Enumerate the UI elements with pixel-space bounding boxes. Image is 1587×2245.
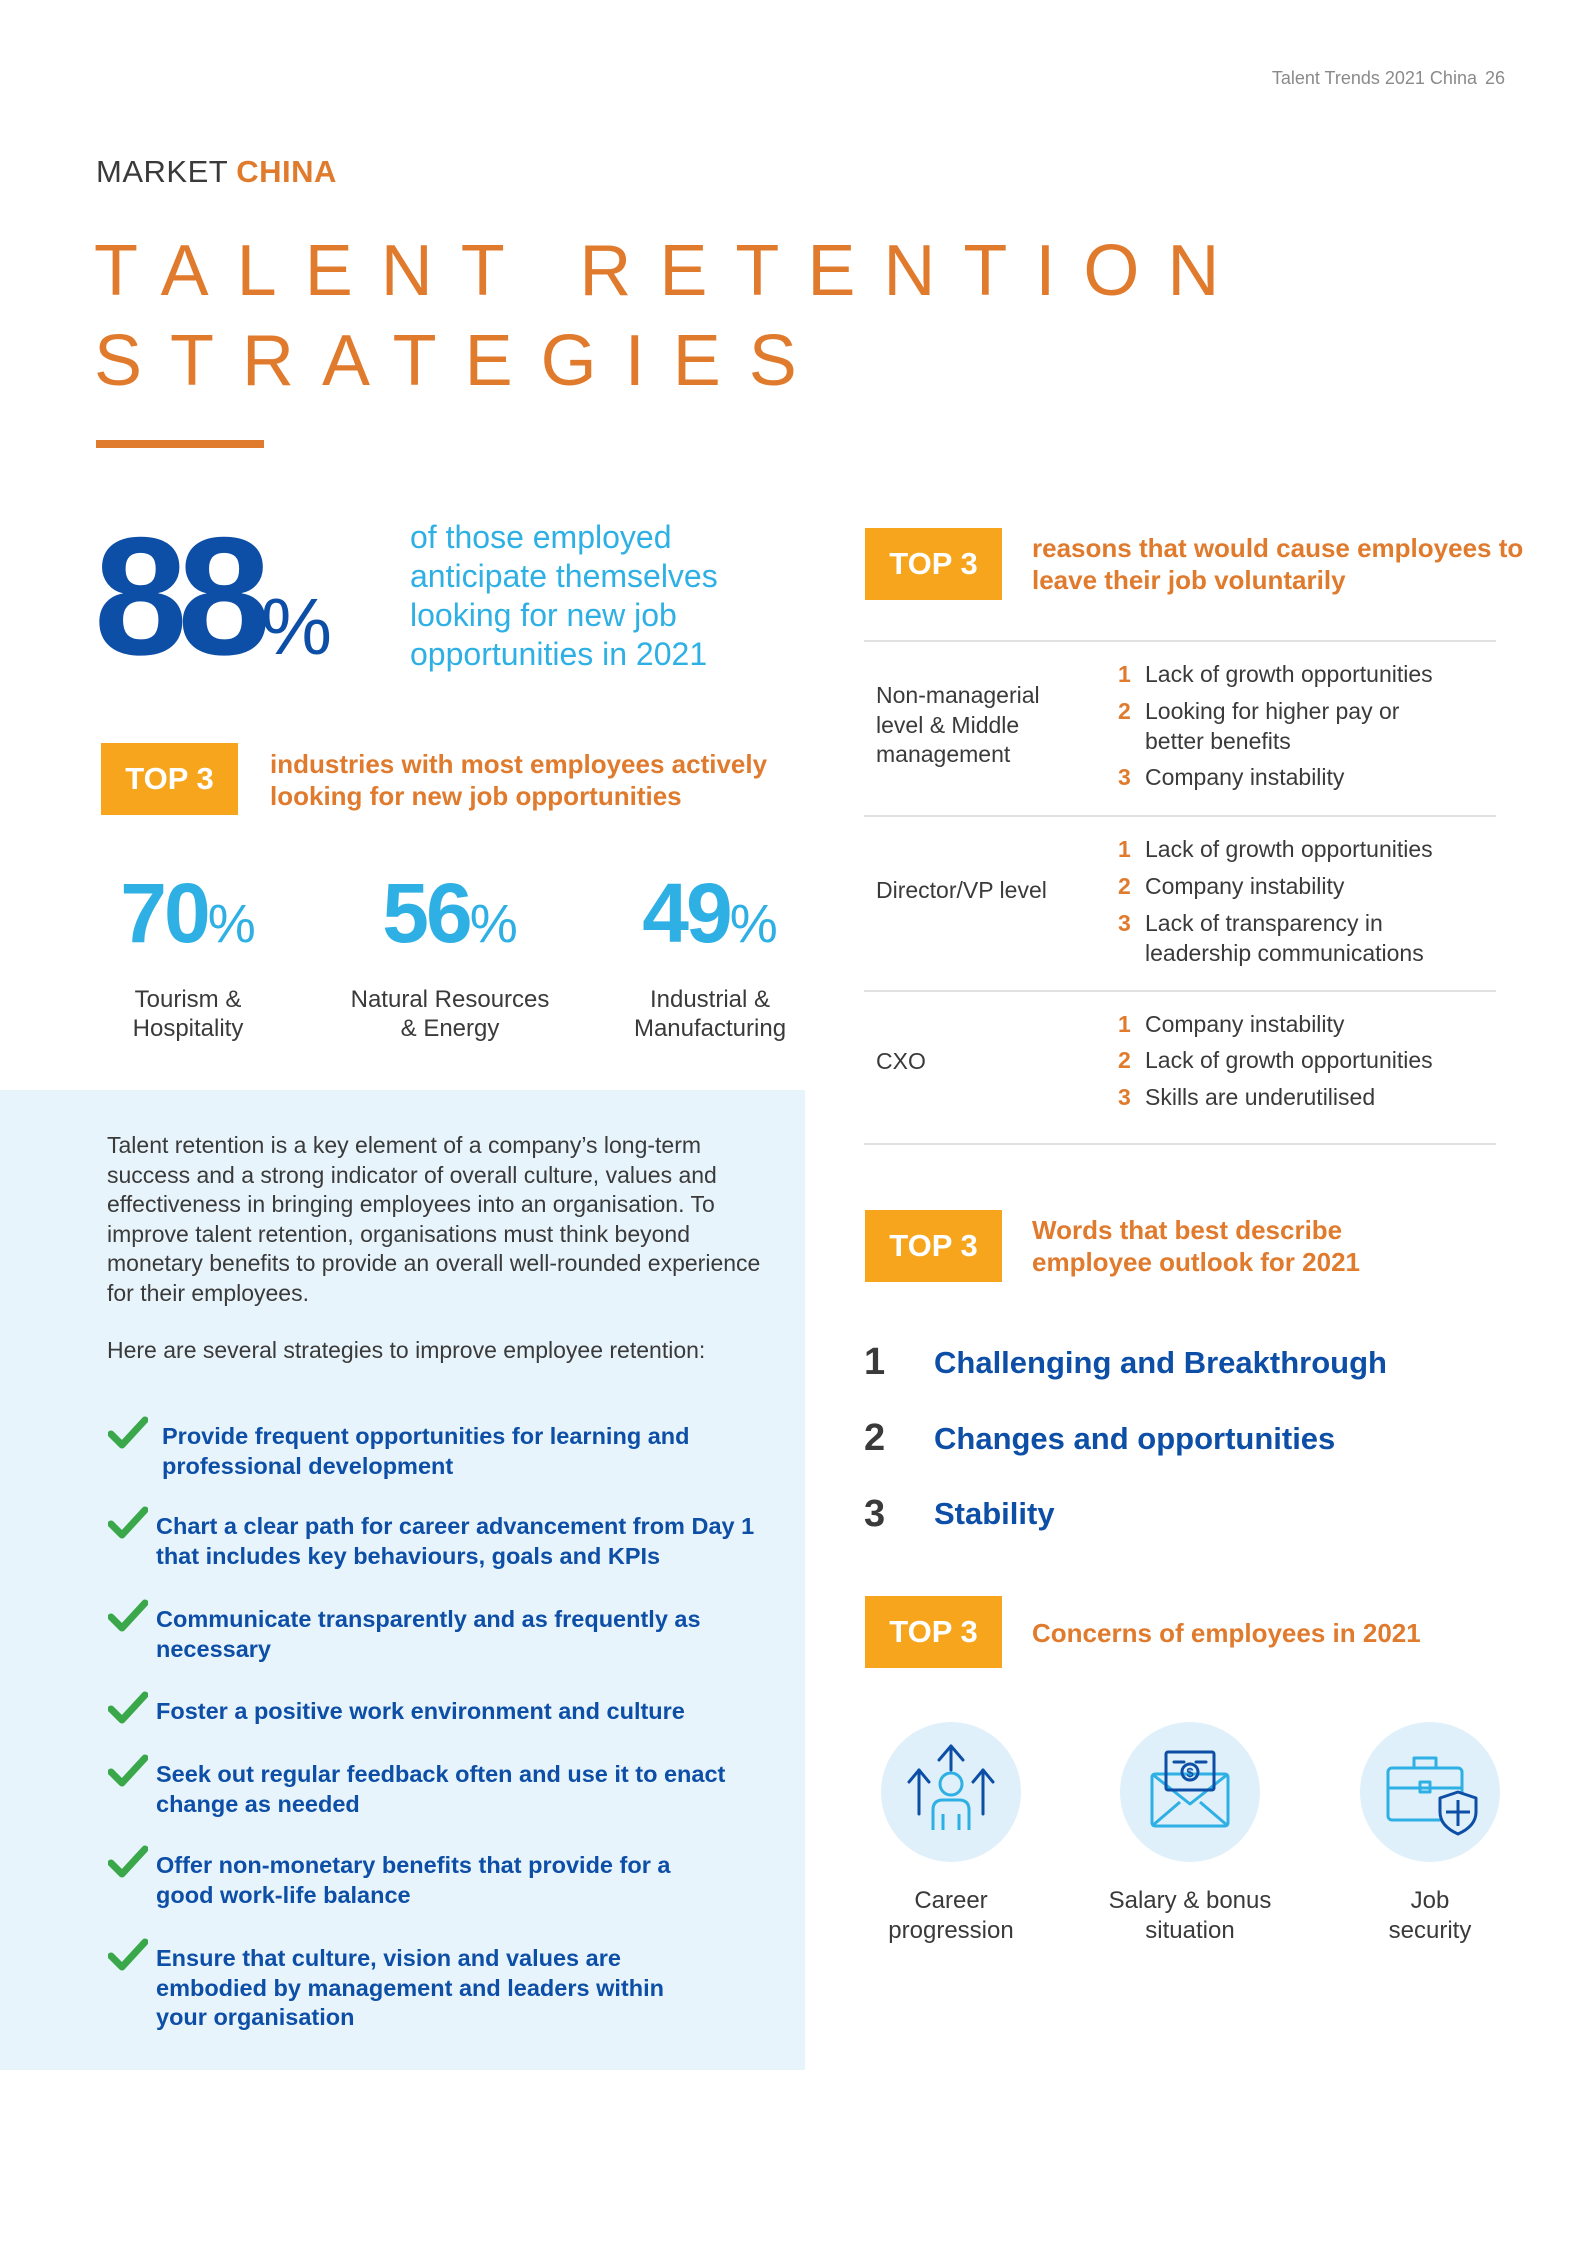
reason-rank: 2 — [1118, 1047, 1131, 1073]
table-divider — [864, 1143, 1496, 1145]
page-title-line-2: STRATEGIES — [94, 321, 825, 401]
industry-stat-2 — [330, 868, 570, 1043]
concerns-heading: Concerns of employees in 2021 — [1032, 1618, 1421, 1648]
word-text: Stability — [934, 1496, 1055, 1531]
reason-item — [1118, 1010, 1498, 1040]
reason-text: Company instability — [1145, 764, 1345, 790]
industry-stat-unit: % — [207, 894, 256, 954]
reason-item — [1118, 1083, 1498, 1113]
top3-badge-concerns: TOP 3 — [865, 1596, 1002, 1668]
job-security-icon — [1360, 1722, 1500, 1862]
words-heading: Words that best describe employee outlook for 2021 — [1032, 1215, 1360, 1277]
reason-text: Lack of transparency in leadership communications — [1145, 910, 1424, 966]
reason-rank: 1 — [1118, 661, 1131, 687]
strategy-text: Chart a clear path for career advancement from Day 1 that includes key behaviours, goals and KPIs — [156, 1513, 755, 1569]
checkmark-icon — [108, 1597, 148, 1637]
reason-rank: 2 — [1118, 873, 1131, 899]
table-divider — [864, 990, 1496, 992]
reason-rank: 3 — [1118, 910, 1131, 936]
reason-item — [1118, 697, 1448, 756]
industry-stat-unit: % — [469, 894, 518, 954]
concern-label-line-2: situation — [1145, 1917, 1235, 1944]
top3-badge-words: TOP 3 — [865, 1210, 1002, 1282]
concern-label-line-1: Career — [914, 1887, 988, 1914]
industry-label-line-2: & Energy — [400, 1015, 500, 1042]
market-label — [96, 154, 337, 190]
checkmark-icon — [108, 1843, 148, 1883]
reasons-row-label: CXO — [876, 1048, 926, 1074]
table-divider — [864, 640, 1496, 642]
reason-text: Looking for higher pay or better benefits — [1145, 698, 1400, 754]
reason-item — [1118, 1046, 1498, 1076]
top3-badge-industries: TOP 3 — [101, 743, 238, 815]
top3-badge-reasons: TOP 3 — [865, 528, 1002, 600]
strategy-text: Provide frequent opportunities for learning and professional development — [162, 1423, 690, 1479]
industry-stat-3 — [590, 868, 830, 1043]
word-rank: 2 — [864, 1417, 886, 1459]
reason-text: Company instability — [1145, 873, 1345, 899]
industry-stat-value: 70 — [120, 866, 208, 960]
checkmark-icon — [108, 1752, 148, 1792]
industry-label-line-1: Industrial & — [649, 986, 771, 1013]
checkmark-icon — [108, 1414, 148, 1454]
strategy-text: Foster a positive work environment and culture — [156, 1698, 685, 1724]
concern-icon-bg — [1360, 1722, 1500, 1862]
concern-label — [841, 1886, 1061, 1946]
industry-stat-unit: % — [729, 894, 778, 954]
reason-rank: 3 — [1118, 764, 1131, 790]
reasons-row-label: Director/VP level — [876, 877, 1047, 903]
reason-item — [1118, 763, 1498, 793]
reason-text: Lack of growth opportunities — [1145, 661, 1433, 687]
concern-label-line-2: progression — [888, 1917, 1014, 1944]
industry-label-line-2: Manufacturing — [633, 1015, 787, 1042]
checkmark-icon — [108, 1504, 148, 1544]
strategy-text: Communicate transparently and as frequently as necessary — [156, 1606, 701, 1662]
word-text: Challenging and Breakthrough — [934, 1345, 1387, 1380]
reasons-heading: reasons that would cause employees to leave their job voluntarily — [1032, 533, 1524, 595]
headline-stat-description: of those employed anticipate themselves looking for new job opportunities in 2021 — [410, 519, 718, 672]
industry-label-line-1: Tourism & — [134, 986, 242, 1013]
page-number: 26 — [1484, 68, 1505, 88]
table-divider — [864, 815, 1496, 817]
title-underline — [96, 440, 264, 448]
svg-text:$: $ — [1186, 1765, 1194, 1780]
market-country: CHINA — [236, 154, 337, 189]
headline-stat-unit: % — [260, 582, 333, 671]
market-word: MARKET — [96, 154, 229, 189]
industries-heading: industries with most employees actively looking for new job opportunities — [270, 749, 768, 811]
reason-item — [1118, 872, 1498, 902]
reason-rank: 1 — [1118, 836, 1131, 862]
headline-stat — [94, 502, 333, 711]
concern-icon-bg — [881, 1722, 1021, 1862]
concern-label — [1080, 1886, 1300, 1946]
report-title: Talent Trends 2021 China — [1271, 68, 1477, 88]
page-title — [94, 226, 1247, 406]
industry-label-line-1: Natural Resources — [350, 986, 550, 1013]
reason-rank: 1 — [1118, 1011, 1131, 1037]
strategy-text: Offer non-monetary benefits that provide for a good work-life balance — [156, 1852, 671, 1908]
reason-rank: 3 — [1118, 1084, 1131, 1110]
career-progression-icon — [881, 1722, 1021, 1862]
concern-icon-bg — [1120, 1722, 1260, 1862]
page-title-line-1: TALENT RETENTION — [94, 231, 1248, 311]
headline-stat-value: 88 — [94, 502, 261, 690]
word-text: Changes and opportunities — [934, 1421, 1336, 1456]
panel-lead-text: Here are several strategies to improve employee retention: — [107, 1337, 706, 1363]
strategy-text: Seek out regular feedback often and use it to enact change as needed — [156, 1761, 726, 1817]
concern-label-line-1: Job — [1410, 1887, 1450, 1914]
industry-stat-value: 56 — [382, 866, 470, 960]
reason-text: Skills are underutilised — [1145, 1084, 1376, 1110]
reason-rank: 2 — [1118, 698, 1131, 724]
strategy-text: Ensure that culture, vision and values are embodied by management and leaders within your organisation — [156, 1945, 664, 2030]
reason-item — [1118, 909, 1458, 968]
industry-stat-1 — [88, 868, 288, 1043]
reason-text: Lack of growth opportunities — [1145, 836, 1433, 862]
checkmark-icon — [108, 1689, 148, 1729]
word-rank: 3 — [864, 1493, 886, 1535]
panel-intro-text: Talent retention is a key element of a company’s long-term success and a strong indicator of overall culture, values and effectiveness in bringing employees into an organisation. To improve talent retention, organisations must think beyond monetary benefits to provide an overall well-rounded experience for their employees. — [107, 1132, 761, 1306]
industry-label-line-2: Hospitality — [132, 1015, 244, 1042]
reason-item — [1118, 660, 1498, 690]
concern-label-line-2: security — [1388, 1917, 1472, 1944]
salary-bonus-icon — [1120, 1722, 1260, 1862]
reason-item — [1118, 835, 1498, 865]
running-header — [1272, 68, 1505, 89]
reasons-row-label: Non-managerial level & Middle management — [876, 682, 1040, 767]
word-rank: 1 — [864, 1341, 886, 1383]
industry-stat-value: 49 — [642, 866, 730, 960]
concern-label — [1320, 1886, 1540, 1946]
reason-text: Company instability — [1145, 1011, 1345, 1037]
checkmark-icon — [108, 1936, 148, 1976]
reason-text: Lack of growth opportunities — [1145, 1047, 1433, 1073]
concern-label-line-1: Salary & bonus — [1108, 1887, 1272, 1914]
